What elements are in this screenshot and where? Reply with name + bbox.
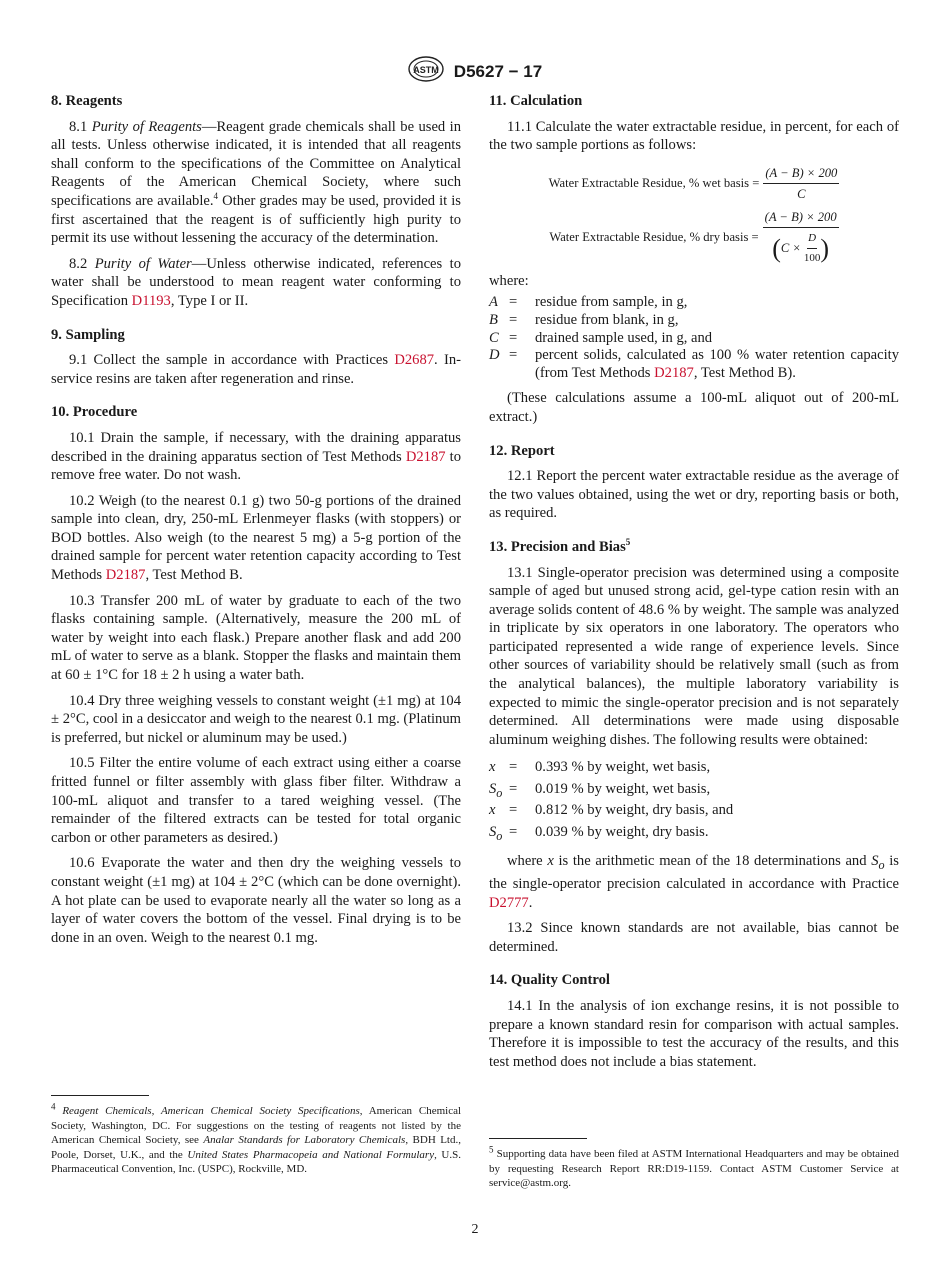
fraction: $\frac{(A - B) \times 200}{C}$ — [765, 165, 838, 202]
paragraph-10-4: 10.4 Dry three weighing vessels to constant weight (±1 mg) at 104 ± 2°C, cool in a desiccator and weigh to the nearest 0.1 mg. (Platinum is preferred, but nickel or aluminum may be used.) — [51, 692, 461, 746]
paragraph-14-1: 14.1 In the analysis of ion exchange resins, it is not possible to prepare a known standard resin for comparison with actual samples. Therefore it is impossible to test the accuracy of the results, and this test method does not include a bias statement. — [489, 997, 899, 1070]
section-title: 10. Procedure — [51, 404, 138, 421]
result-item: $S_o$ = 0.019 % by weight, wet basis, — [489, 780, 711, 800]
right-column — [489, 92, 899, 1086]
definition-item: B = residue from blank, in g, — [489, 311, 679, 328]
paragraph-12-1: 12.1 Report the percent water extractable residue as the average of the two values obtained, using the wet or dry, reporting basis or both, as required. — [489, 468, 899, 522]
logo-text: ASTM — [413, 65, 439, 75]
paragraph-10-5: 10.5 Filter the entire volume of each extract using either a coarse fritted funnel or filter assembly with glass fiber filter. Withdraw a 100-mL aliquot and transfer to a tared weighing vessel. (The remainder of the filtered extracts can be tested for total organic carbon or other parameters as desired.) — [51, 755, 461, 846]
link-d2687[interactable]: D2687 — [394, 352, 435, 369]
section-precision-bias — [489, 538, 899, 956]
page-number: 2 — [471, 1222, 479, 1237]
section-sampling — [51, 326, 461, 389]
footnote-5: $^5$ Supporting data have been filed at ASTM International Headquarters and may be obtained by requesting Research Report RR:D19-1159. Contact ASTM Customer Service at service@astm.org. — [489, 1144, 899, 1190]
fraction: (A − B) × 200 ( C × $\frac{D}{100}$ ) — [764, 209, 837, 265]
left-column — [51, 92, 461, 962]
paragraph-8-1: 8.1 Purity of Reagents—Reagent grade chemicals shall be used in all tests. Unless otherwise indicated, it is intended that all reagents shall conform to the specifications of the Committee on Analytical Reagents of the American Chemical Society, where such specifications are available.$^4$ Other grades may be used, provided it is first ascertained that the reagent is of sufficiently high purity to permit its use without lessening the accuracy of the determination. — [51, 118, 461, 247]
document-id: D5627 − 17 — [453, 61, 543, 81]
page-header — [0, 56, 950, 87]
variable-definitions — [489, 294, 899, 382]
calculation-note: (These calculations assume a 100-mL aliquot out of 200-mL extract.) — [489, 390, 899, 425]
astm-logo-icon — [408, 56, 444, 87]
paragraph-13-1: 13.1 Single-operator precision was determined using a composite sample of aged but unused strong acid, gel-type cation resin with an average solids content of 48.6 % by weight. The sample was analyzed in triplicate by six operators in one laboratory. The operators who participated represented a wide range of experience levels. Since other sources of variability should be relatively small (such as from the analytical balances), the multiple laboratory variability is expected to mimic the single-operator precision and is not separately determined. All determinations were made using disposable aluminum weighing dishes. The following results were obtained: — [489, 564, 899, 748]
link-d2187[interactable]: D2187 — [105, 567, 146, 584]
section-title: 9. Sampling — [51, 326, 125, 343]
result-item: x = 0.393 % by weight, wet basis, — [489, 759, 711, 776]
link-d1193[interactable]: D1193 — [131, 292, 171, 309]
definition-item: C = drained sample used, in g, and — [489, 329, 713, 346]
footnote-ref-5[interactable]: 5 — [625, 537, 631, 548]
paragraph-10-6: 10.6 Evaporate the water and then dry the weighing vessels to constant weight (±1 mg) at 104 ± 2°C (which can be done overnight). A hot plate can be used to evaporate nearly all the water so long as a layer of water covers the bottom of the vessel. Final drying is to be done in an oven. Weigh to the nearest 0.1 mg. — [51, 855, 461, 946]
paragraph-9-1: 9.1 Collect the sample in accordance with Practices D2687. In-service resins are taken after regeneration and rinse. — [51, 352, 461, 387]
section-title: 8. Reagents — [51, 93, 123, 109]
section-title: 14. Quality Control — [489, 972, 610, 989]
section-procedure — [51, 403, 461, 947]
section-title: 11. Calculation — [489, 93, 583, 109]
footnote-rule — [489, 1138, 587, 1139]
paragraph-10-2: 10.2 Weigh (to the nearest 0.1 g) two 50-g portions of the drained sample into clean, dry, 250-mL Erlenmeyer flasks (with stoppers) or BOD bottles. Also weigh (to the nearest 5 mg) a 5-g portion of the drained sample for percent water retention capacity according to Test Methods D2187, Test Method B. — [51, 492, 461, 584]
formula-dry-basis — [489, 210, 899, 266]
section-title: 12. Report — [489, 442, 555, 459]
link-d2187[interactable]: D2187 — [654, 364, 694, 381]
paragraph-10-3: 10.3 Transfer 200 mL of water by graduate to each of the two flasks containing sample. (Alternatively, measure the 200 mL of water by weight into each flask.) Prepare another flask and add 200 mL of water to serve as a blank. Stopper the flasks and maintain them at 60 ± 1°C for 18 ± 2 h using a water bath. — [51, 592, 461, 684]
footnote-4: $^4$ Reagent Chemicals, American Chemical Society Specifications, American Chemical Society, Washington, DC. For suggestions on the testing of reagents not listed by the American Chemical Society, see Analar Standards for Laboratory Chemicals, BDH Ltd., Poole, Dorset, U.K., and the United States Pharmacopeia and National Formulary, U.S. Pharmaceutical Convention, Inc. (USPC), Rockville, MD. — [51, 1101, 462, 1176]
formula-label: Water Extractable Residue, % dry basis = — [549, 230, 759, 245]
definition-item: A = residue from sample, in g, — [489, 294, 688, 311]
results-list — [489, 759, 899, 845]
section-report — [489, 442, 899, 523]
definition-item: D = percent solids, calculated as 100 % water retention capacity (from Test Methods D2187, Test Method B). — [489, 347, 899, 381]
paragraph-13-1-where: where x is the arithmetic mean of the 18 determinations and $S_o$ is the single-operator precision calculated in accordance with Practice D2777. — [489, 853, 899, 911]
result-item: $S_o$ = 0.039 % by weight, dry basis. — [489, 823, 709, 843]
paragraph-10-1: 10.1 Drain the sample, if necessary, with the draining apparatus described in the draining apparatus section of Test Methods D2187 to remove free water. Do not wash. — [51, 429, 461, 484]
result-item: x = 0.812 % by weight, dry basis, and — [489, 802, 734, 819]
link-d2187[interactable]: D2187 — [405, 448, 446, 465]
where-label: where: — [489, 272, 529, 289]
paragraph-11-1: 11.1 Calculate the water extractable residue, in percent, for each of the two sample portions as follows: — [489, 118, 899, 154]
paragraph-8-2: 8.2 Purity of Water—Unless otherwise indicated, references to water shall be understood to mean reagent water conforming to Specification D1193, Type I or II. — [51, 255, 461, 309]
paragraph-13-2: 13.2 Since known standards are not available, bias cannot be determined. — [489, 920, 899, 955]
footnote-rule — [51, 1095, 149, 1096]
formula-label: Water Extractable Residue, % wet basis = — [548, 176, 760, 191]
section-quality-control — [489, 971, 899, 1071]
section-calculation — [489, 92, 899, 427]
formula-wet-basis — [489, 162, 899, 206]
section-title: 13. Precision and Bias$^5$ — [489, 537, 631, 555]
link-d2777[interactable]: D2777 — [489, 894, 529, 911]
footnote-ref-4[interactable]: 4 — [213, 191, 219, 202]
section-reagents — [51, 92, 461, 311]
